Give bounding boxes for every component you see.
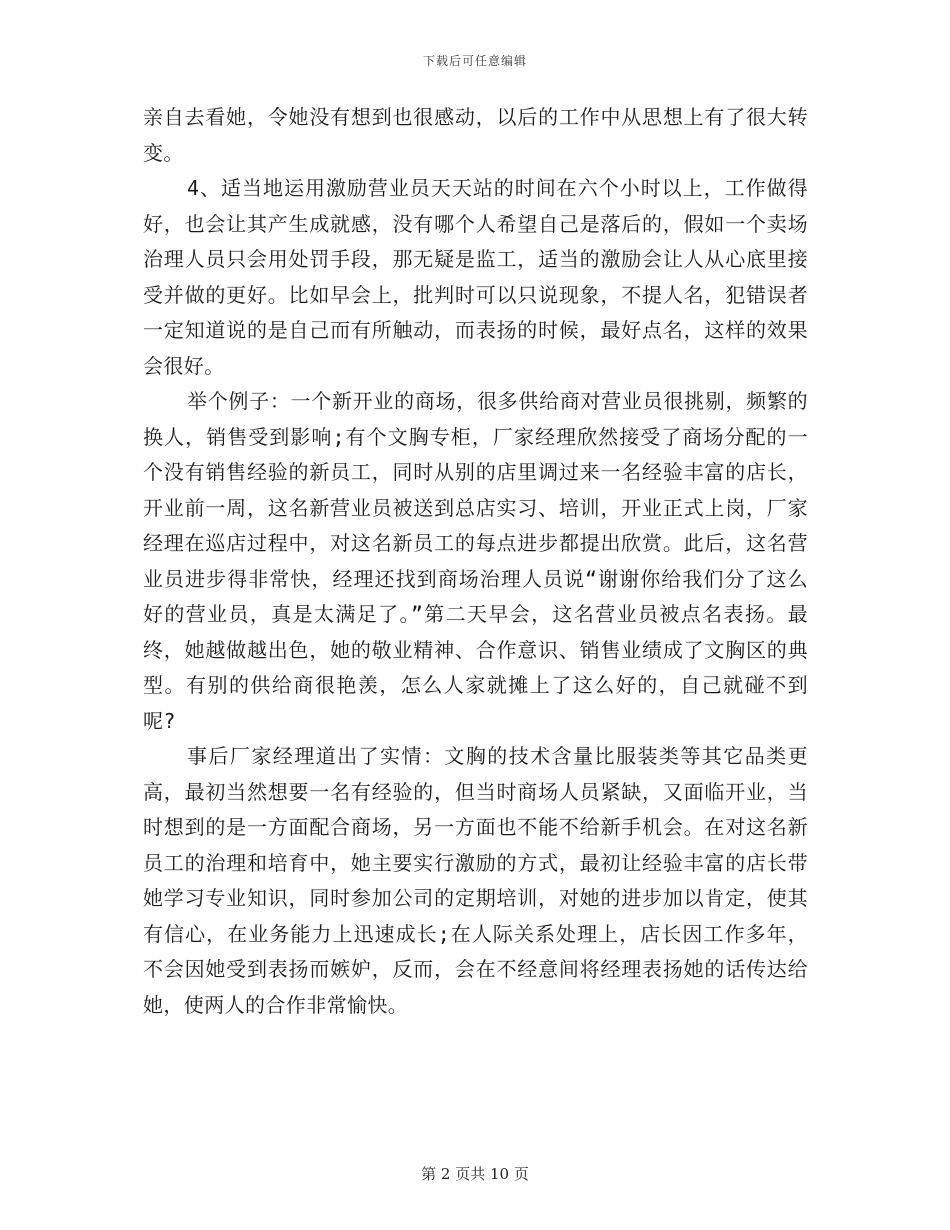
paragraph-explanation: 事后厂家经理道出了实情：文胸的技术含量比服装类等其它品类更高，最初当然想要一名有经验的，但当时商场人员紧缺，又面临开业，当时想到的是一方面配合商场，另一方面也不能不给新手机会。在对这名新员工的治理和培育中，她主要实行激励的方式，最初让经验丰富的店长带她学习专业知识，同时参加公司的定期培训，对她的进步加以肯定，使其有信心，在业务能力上迅速成长;在人际关系处理上，店长因工作多年，不会因她受到表扬而嫉妒，反而，会在不经意间将经理表扬她的话传达给她，使两人的合作非常愉快。 — [143, 744, 808, 1017]
page-header: 下载后可任意编辑 — [422, 54, 527, 68]
paragraph-example: 举个例子：一个新开业的商场，很多供给商对营业员很挑剔，频繁的换人，销售受到影响;有个文胸专柜，厂家经理欣然接受了商场分配的一个没有销售经验的新员工，同时从别的店里调过来一名经验丰富的店长，开业前一周，这名新营业员被送到总店实习、培训，开业正式上岗，厂家经理在巡店过程中，对这名新员工的每点进步都提出欣赏。此后，这名营业员进步得非常快，经理还找到商场治理人员说“谢谢你给我们分了这么好的营业员，真是太满足了。”第二天早会，这名营业员被点名表扬。最终，她越做越出色，她的敬业精神、合作意识、销售业绩成了文胸区的典型。有别的供给商很艳羡，怎么人家就摊上了这么好的，自己就碰不到呢? — [143, 389, 808, 733]
page-footer: 第 2 页共 10 页 — [421, 1165, 529, 1183]
document-body — [143, 100, 808, 1023]
paragraph-continuation: 亲自去看她，令她没有想到也很感动，以后的工作中从思想上有了很大转变。 — [143, 105, 808, 165]
paragraph-incentive-point: 4、适当地运用激励营业员天天站的时间在六个小时以上，工作做得好，也会让其产生成就感，没有哪个人希望自己是落后的，假如一个卖场治理人员只会用处罚手段，那无疑是监工，适当的激励会让人从心底里接受并做的更好。比如早会上，批判时可以只说现象，不提人名，犯错误者一定知道说的是自己而有所触动，而表扬的时候，最好点名，这样的效果会很好。 — [143, 176, 808, 378]
